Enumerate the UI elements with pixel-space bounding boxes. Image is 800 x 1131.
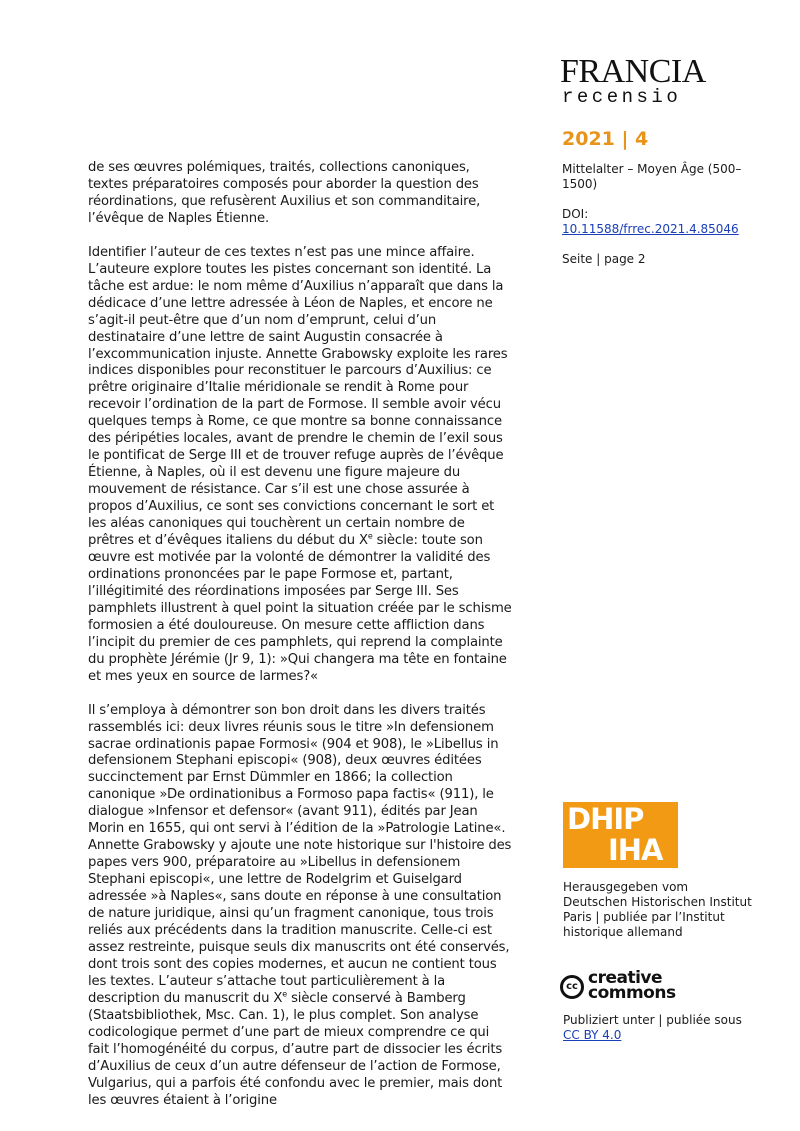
doi-block — [562, 207, 742, 237]
page-number: Seite | page 2 — [562, 252, 646, 266]
period: Mittelalter – Moyen Âge (500–1500) — [562, 162, 742, 191]
cc-wordmark: creative commons — [588, 968, 676, 1003]
logo-francia: FRANCIA — [560, 53, 706, 90]
doi-label: DOI: — [562, 207, 589, 221]
francia-recensio-logo — [560, 53, 720, 108]
doi-link[interactable]: 10.11588/frrec.2021.4.85046 — [562, 222, 739, 236]
paragraph-1: de ses œuvres polémiques, traités, collections canoniques, textes préparatoires composés pour aborder la question des réordinations, que refusèrent Auxilius et son commanditaire, l’évêque de Naples Étienne. — [88, 160, 481, 226]
issue-number: 2021 | 4 — [562, 128, 649, 150]
logo-recensio: recensio — [562, 86, 682, 108]
dhip-logo-line1: DHIP — [567, 802, 644, 836]
license-link[interactable]: CC BY 4.0 — [563, 1028, 622, 1042]
license-block — [563, 1013, 753, 1043]
dhip-logo-line2: IHA — [608, 833, 663, 867]
cc-icon: cc — [560, 975, 584, 999]
paragraph-3: Il s’employa à démontrer son bon droit dans les divers traités rassemblés ici: deux livres réunis sous le titre »In defensionem sacrae ordinationis papae Formosi« (904 et 908), le »Libellus in defensionem Stephani episcopi« (908), deux œuvres éditées succinctement par Ernst Dümmler en 1866; la collection canonique »De ordinationibus a Formoso papa factis« (911), le dialogue »Infensor et defensor« (avant 911), édités par Jean Morin en 1655, qui ont servi à l’édition de la »Patrologie Latine«. Annette Grabowsky y ajoute une note historique sur l'histoire des papes vers 900, préparatoire au »Libellus in defensionem Stephani episcopi«, une lettre de Rodelgrim et Guiselgard adressée »à Naples«, sans doute en réponse à une consultation de nature juridique, ainsi qu’un fragment canonique, tous trois reliés aux précédents dans la tradition manuscrite. Celle-ci est assez restreinte, puisque seuls dix manuscrits ont été conservés, dont trois sont des copies modernes, et aucun ne contient tous les textes. L’auteur s’attache tout particulièrement à la description du manuscrit du Xe siècle conservé à Bamberg (Staatsbibliothek, Msc. Can. 1), le plus complet. Son analyse codicologique permet d’une part de mieux comprendre ce qui fait l’homogénéité du corpus, d’autre part de dissocier les écrits d’Auxilius de ceux d’un autre défenseur de l’action de Formose, Vulgarius, qui a parfois été confondu avec le premier, mais dont les œuvres étaient à l’origine — [88, 702, 512, 1108]
publisher-note: Herausgegeben vom Deutschen Historischen Institut Paris | publiée par l’Institut historique allemand — [563, 880, 752, 939]
paragraph-2: Identifier l’auteur de ces textes n’est pas une mince affaire. L’auteure explore toutes les pistes concernant son identité. La tâche est ardue: le nom même d’Auxilius n’apparaît que dans la dédicace d’une lettre adressée à Léon de Naples, et encore ne s’agit-il peut-être que d’un nom d’emprunt, celui d’un destinataire d’une lettre de saint Augustin consacrée à l’excommunication injuste. Annette Grabowsky exploite les rares indices disponibles pour reconstituer le parcours d’Auxilius: ce prêtre originaire d’Italie méridionale se rendit à Rome pour recevoir l’ordination de la part de Formose. Il semble avoir vécu quelques temps à Rome, ce que montre sa bonne connaissance des péripéties locales, avant de prendre le chemin de l’exil sous le pontificat de Serge III et de trouver refuge auprès de l’évêque Étienne, à Naples, où il est devenu une figure majeure du mouvement de résistance. Car s’il est une chose assurée à propos d’Auxilius, ce sont ses convictions concernant le sort et les aléas canoniques qui touchèrent un certain nombre de prêtres et d’évêques italiens du début du Xe siècle: toute son œuvre est motivée par la volonté de démontrer la validité des ordinations prononcées par le pape Formose et, partant, l’illégitimité des réordinations imposées par Serge III. Ses pamphlets illustrent à quel point la situation créée par le schisme formosien a été douloureuse. On mesure cette affliction dans l’incipit du premier de ces pamphlets, qui reprend la complainte du prophète Jérémie (Jr 9, 1): »Qui changera ma tête en fontaine et mes yeux en source de larmes?« — [88, 244, 512, 684]
license-text: Publiziert unter | publiée sous — [563, 1013, 742, 1027]
review-text — [88, 160, 513, 1126]
sidebar — [562, 128, 742, 282]
dhip-iha-logo — [563, 802, 678, 868]
